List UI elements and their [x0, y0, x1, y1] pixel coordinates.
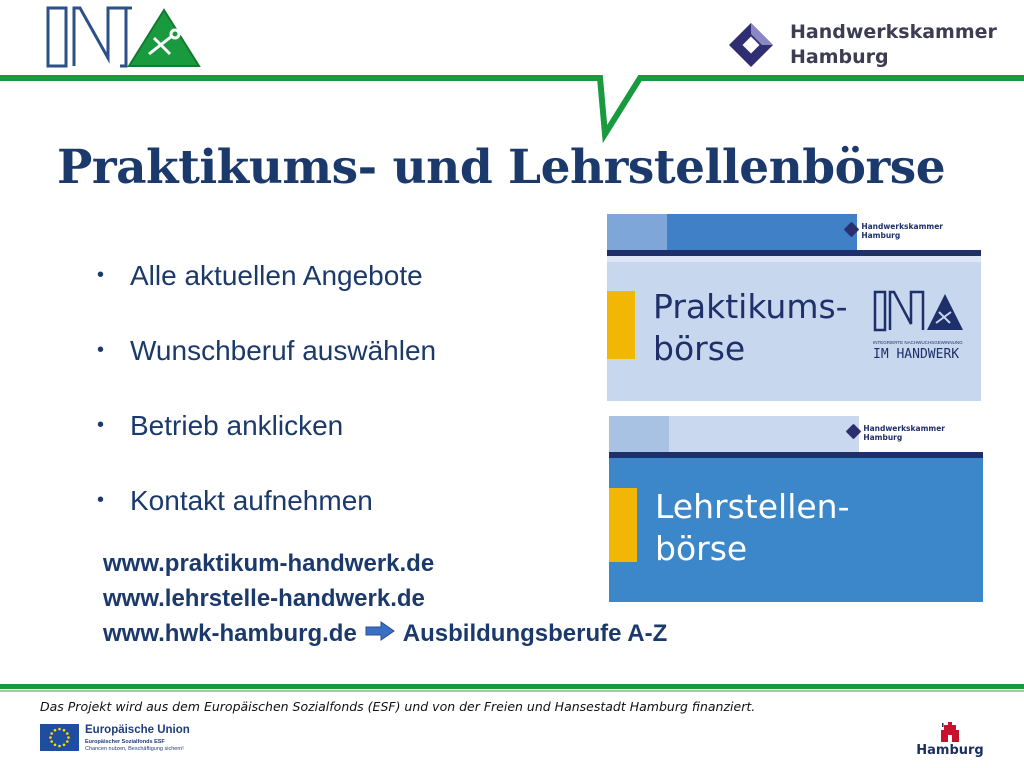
hwk-logo-line1: Handwerkskammer [790, 21, 997, 43]
ina-tagline-line1: INTEGRIERTE NACHWUCHSGEWINNUNG [873, 340, 963, 345]
list-item-text: Kontakt aufnehmen [130, 484, 373, 516]
list-item-text: Betrieb anklicken [130, 409, 344, 441]
banner-light-stripe [607, 256, 981, 262]
bullet-list [97, 238, 436, 538]
banner-title [653, 286, 848, 370]
ausbildungsberufe-label: Ausbildungsberufe A-Z [402, 620, 668, 647]
hamburg-logo [915, 722, 985, 762]
funding-notice: Das Projekt wird aus dem Europäischen Sozialfonds (ESF) und von der Freien und Hansestadt Hamburg finanziert. [40, 699, 756, 714]
ina-logo-icon [873, 290, 965, 334]
link-block [103, 546, 667, 651]
banner-hwk-mini-logo [861, 222, 943, 240]
eu-flag-icon [40, 724, 79, 751]
banner-accent [609, 488, 637, 562]
footer-divider [0, 684, 1024, 689]
header-divider [0, 70, 1024, 150]
eu-subtitle [85, 739, 184, 753]
eu-esf-logo [40, 724, 200, 752]
mini-logo-line1: Handwerkskammer [861, 222, 943, 231]
footer-divider-thin [0, 690, 1024, 692]
list-item: • Alle aktuellen Angebote [97, 259, 423, 291]
ina-logo [46, 6, 206, 70]
hamburg-label: Hamburg [916, 743, 984, 758]
right-arrow-icon [365, 616, 395, 651]
hwk-logo-line2: Hamburg [790, 46, 889, 68]
page-title: Praktikums- und Lehrstellenbörse [57, 140, 946, 195]
handwerkskammer-logo [728, 20, 997, 76]
eu-subtitle-line2: Chancen nutzen, Beschäftigung sichern! [85, 746, 184, 752]
ina-tagline-line2: IM HANDWERK [873, 347, 960, 362]
mini-logo-line2: Hamburg [861, 231, 901, 240]
eu-subtitle-line1: Europäischer Sozialfonds ESF [85, 739, 165, 745]
banner-ina-logo [873, 290, 965, 364]
banner-title-line1: Praktikums- [653, 287, 848, 326]
mini-logo-line2: Hamburg [863, 433, 903, 442]
banner-title-line2: börse [653, 329, 746, 368]
link-hwk-hamburg[interactable]: www.hwk-hamburg.de [103, 620, 357, 647]
banner-title [655, 486, 850, 570]
banner-title-line1: Lehrstellen- [655, 487, 850, 526]
hamburg-castle-icon [915, 722, 985, 744]
banner-navy-stripe [609, 452, 983, 458]
list-item: • Betrieb anklicken [97, 409, 344, 441]
mini-logo-line1: Handwerkskammer [863, 424, 945, 433]
handwerkskammer-diamond-icon [728, 22, 774, 68]
banner-accent [607, 291, 635, 359]
link-praktikum[interactable]: www.praktikum-handwerk.de [103, 550, 435, 577]
praktikumsboerse-banner[interactable] [607, 214, 981, 401]
eu-title: Europäische Union [85, 724, 190, 736]
link-lehrstelle[interactable]: www.lehrstelle-handwerk.de [103, 585, 425, 612]
list-item: • Kontakt aufnehmen [97, 484, 373, 516]
list-item-text: Alle aktuellen Angebote [130, 259, 423, 291]
banner-title-line2: börse [655, 529, 748, 568]
list-item-text: Wunschberuf auswählen [130, 334, 437, 366]
lehrstellenboerse-banner[interactable] [609, 416, 983, 602]
ina-logo-icon [46, 6, 206, 70]
list-item: • Wunschberuf auswählen [97, 334, 437, 366]
banner-hwk-mini-logo [863, 424, 945, 442]
